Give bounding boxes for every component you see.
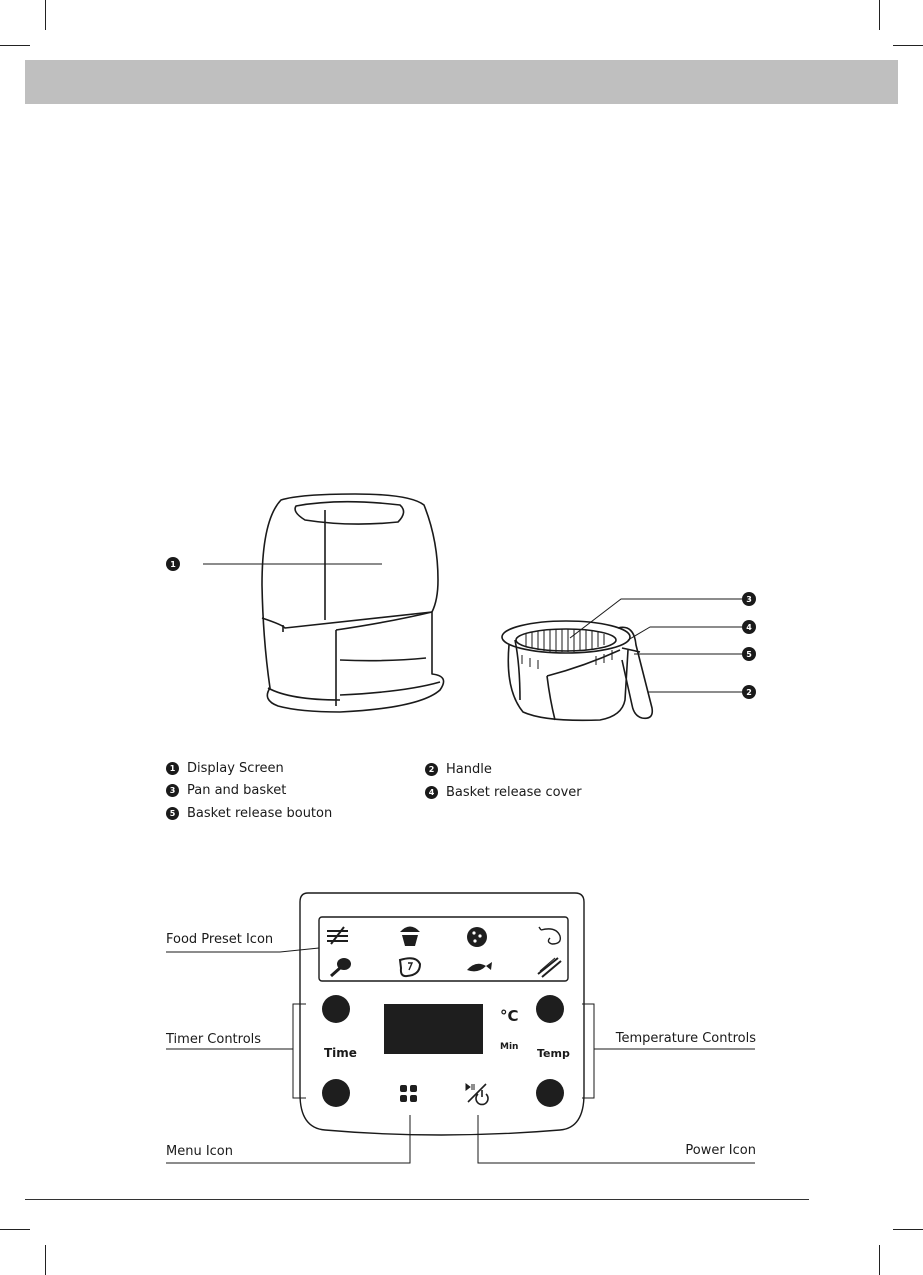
drumstick-icon bbox=[331, 958, 351, 976]
legend-number: 2 bbox=[425, 763, 438, 776]
temp-down-button[interactable] bbox=[536, 1079, 564, 1107]
menu-grid-icon[interactable] bbox=[400, 1085, 417, 1102]
footer-rule bbox=[25, 1199, 809, 1200]
muffin-icon bbox=[400, 927, 420, 947]
crop-mark bbox=[0, 1229, 30, 1230]
crop-mark bbox=[0, 45, 30, 46]
control-panel-diagram bbox=[0, 880, 923, 1170]
lcd-display bbox=[384, 1004, 483, 1054]
callout-badges bbox=[166, 557, 756, 699]
basket-rim bbox=[502, 621, 630, 653]
fries-icon bbox=[327, 927, 348, 944]
temp-label: Temp bbox=[537, 1047, 570, 1060]
legend-number: 3 bbox=[166, 784, 179, 797]
crop-mark bbox=[879, 0, 880, 30]
preset-area bbox=[319, 917, 568, 981]
legend-number: 4 bbox=[425, 786, 438, 799]
fish-icon bbox=[467, 962, 492, 971]
airfryer-diagram bbox=[0, 480, 923, 750]
timer-controls-label: Timer Controls bbox=[166, 1032, 262, 1047]
pizza-icon bbox=[467, 927, 487, 947]
airfryer-body bbox=[262, 494, 444, 712]
food-preset-label: Food Preset Icon bbox=[166, 932, 274, 947]
temp-up-button[interactable] bbox=[536, 995, 564, 1023]
svg-text:3: 3 bbox=[746, 595, 752, 604]
legend-label: Handle bbox=[446, 762, 492, 777]
svg-text:2: 2 bbox=[746, 688, 752, 697]
time-down-button[interactable] bbox=[322, 1079, 350, 1107]
min-label: Min bbox=[500, 1042, 519, 1052]
svg-text:1: 1 bbox=[170, 560, 176, 569]
shrimp-icon bbox=[539, 927, 560, 944]
legend-label: Pan and basket bbox=[187, 783, 287, 798]
time-label: Time bbox=[324, 1046, 357, 1060]
legend-item-basket-release-cover bbox=[425, 785, 582, 801]
header-bar bbox=[25, 60, 898, 104]
legend-label: Basket release bouton bbox=[187, 806, 333, 821]
temperature-controls-label: Temperature Controls bbox=[615, 1031, 756, 1046]
legend-item-basket-release-button bbox=[166, 806, 332, 822]
crop-mark bbox=[893, 1229, 923, 1230]
legend-number: 5 bbox=[166, 807, 179, 820]
svg-text:5: 5 bbox=[746, 650, 752, 659]
steak-icon bbox=[400, 958, 420, 976]
crop-mark bbox=[879, 1245, 880, 1275]
legend-item-display-screen bbox=[166, 761, 284, 777]
svg-text:4: 4 bbox=[746, 623, 752, 632]
crop-mark bbox=[893, 45, 923, 46]
celsius-label: °C bbox=[500, 1007, 519, 1025]
legend-label: Basket release cover bbox=[446, 785, 582, 800]
time-up-button[interactable] bbox=[322, 995, 350, 1023]
crop-mark bbox=[45, 1245, 46, 1275]
play-pause-power-icon[interactable] bbox=[466, 1084, 488, 1104]
basket-body bbox=[508, 645, 628, 720]
legend-item-pan-basket bbox=[166, 783, 286, 799]
power-icon-label: Power Icon bbox=[685, 1143, 756, 1158]
menu-icon-label: Menu Icon bbox=[166, 1144, 233, 1159]
bacon-icon bbox=[538, 958, 561, 977]
legend-label: Display Screen bbox=[187, 761, 284, 776]
crop-mark bbox=[45, 0, 46, 30]
legend-item-handle bbox=[425, 762, 492, 778]
legend-number: 1 bbox=[166, 762, 179, 775]
